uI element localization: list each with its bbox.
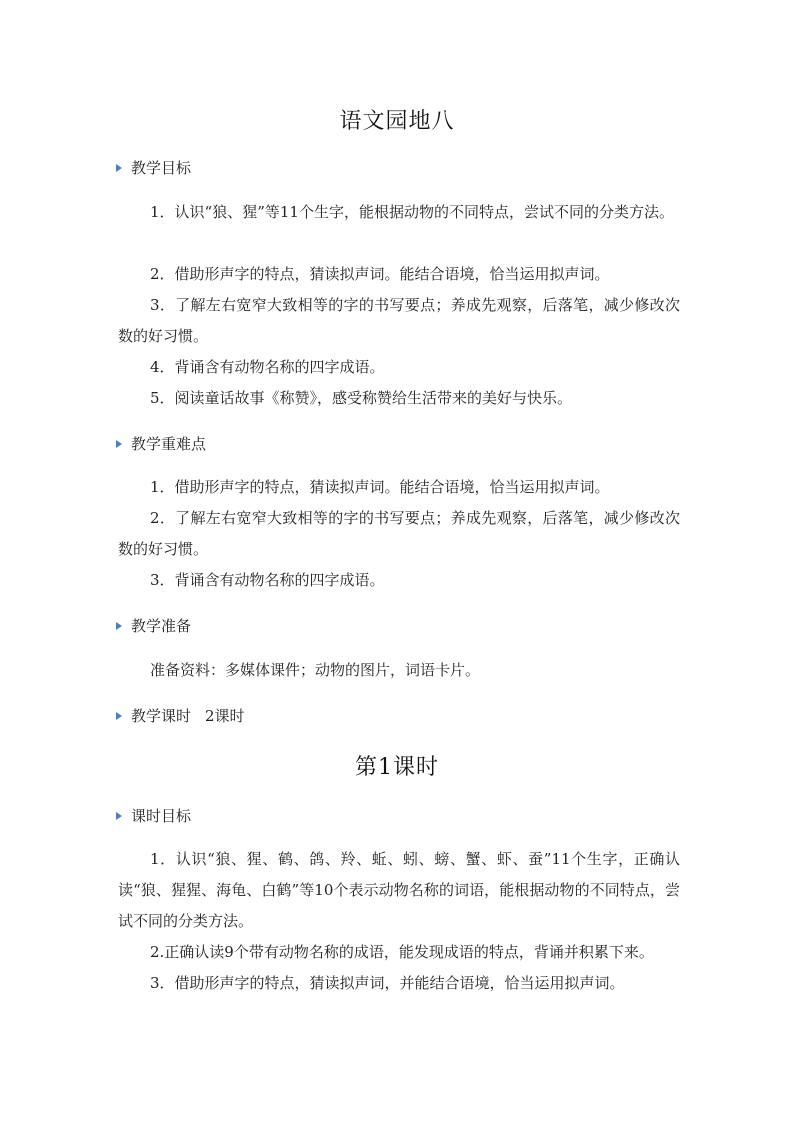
triangle-bullet-icon bbox=[116, 164, 122, 172]
section-heading-lesson-objectives bbox=[116, 805, 191, 826]
section-heading-objectives bbox=[116, 157, 191, 178]
objective-item: 3．了解左右宽窄大致相等的字的书写要点；养成先观察，后落笔，减少修改次数的好习惯。 bbox=[118, 296, 680, 345]
section-heading-preparation bbox=[116, 615, 191, 636]
key-point-item: 1．借助形声字的特点，猜读拟声词。能结合语境，恰当运用拟声词。 bbox=[150, 478, 610, 496]
section-heading-periods bbox=[116, 705, 245, 726]
section-heading-label: 教学重难点 bbox=[131, 435, 207, 453]
section-heading-key-points bbox=[116, 433, 206, 454]
lesson-objective-item: 2.正确认读9个带有动物名称的成语，能发现成语的特点，背诵并积累下来。 bbox=[150, 943, 654, 961]
objective-item: 2．借助形声字的特点，猜读拟声词。能结合语境，恰当运用拟声词。 bbox=[150, 265, 610, 283]
objective-item: 4．背诵含有动物名称的四字成语。 bbox=[150, 358, 385, 376]
lesson-objective-item: 3．借助形声字的特点，猜读拟声词，并能结合语境，恰当运用拟声词。 bbox=[150, 974, 625, 992]
lesson-title: 第1课时 bbox=[355, 755, 439, 780]
periods-value: 2课时 bbox=[205, 707, 245, 725]
section-heading-label: 教学目标 bbox=[131, 159, 192, 177]
section-heading-label: 课时目标 bbox=[131, 807, 192, 825]
preparation-text: 准备资料：多媒体课件；动物的图片，词语卡片。 bbox=[150, 661, 481, 679]
triangle-bullet-icon bbox=[116, 622, 122, 630]
lesson-objective-item: 1．认识“狼、猩、鹤、鸽、羚、蚯、蚓、螃、蟹、虾、蚕”11个生字，正确认读“狼、猩猩、海龟、白鹤”等10个表示动物名称的词语，能根据动物的不同特点，尝试不同的分类方法。 bbox=[118, 850, 680, 930]
objective-item: 1．认识“狼、猩”等11个生字，能根据动物的不同特点，尝试不同的分类方法。 bbox=[150, 203, 674, 221]
page-title: 语文园地八 bbox=[339, 109, 455, 134]
section-heading-label: 教学课时 bbox=[131, 707, 192, 725]
key-point-item: 2．了解左右宽窄大致相等的字的书写要点；养成先观察，后落笔，减少修改次数的好习惯。 bbox=[118, 509, 680, 558]
triangle-bullet-icon bbox=[116, 812, 122, 820]
objective-item: 5．阅读童话故事《称赞》，感受称赞给生活带来的美好与快乐。 bbox=[150, 389, 573, 407]
section-heading-label: 教学准备 bbox=[131, 617, 192, 635]
triangle-bullet-icon bbox=[116, 712, 122, 720]
key-point-item: 3．背诵含有动物名称的四字成语。 bbox=[150, 571, 385, 589]
triangle-bullet-icon bbox=[116, 440, 122, 448]
